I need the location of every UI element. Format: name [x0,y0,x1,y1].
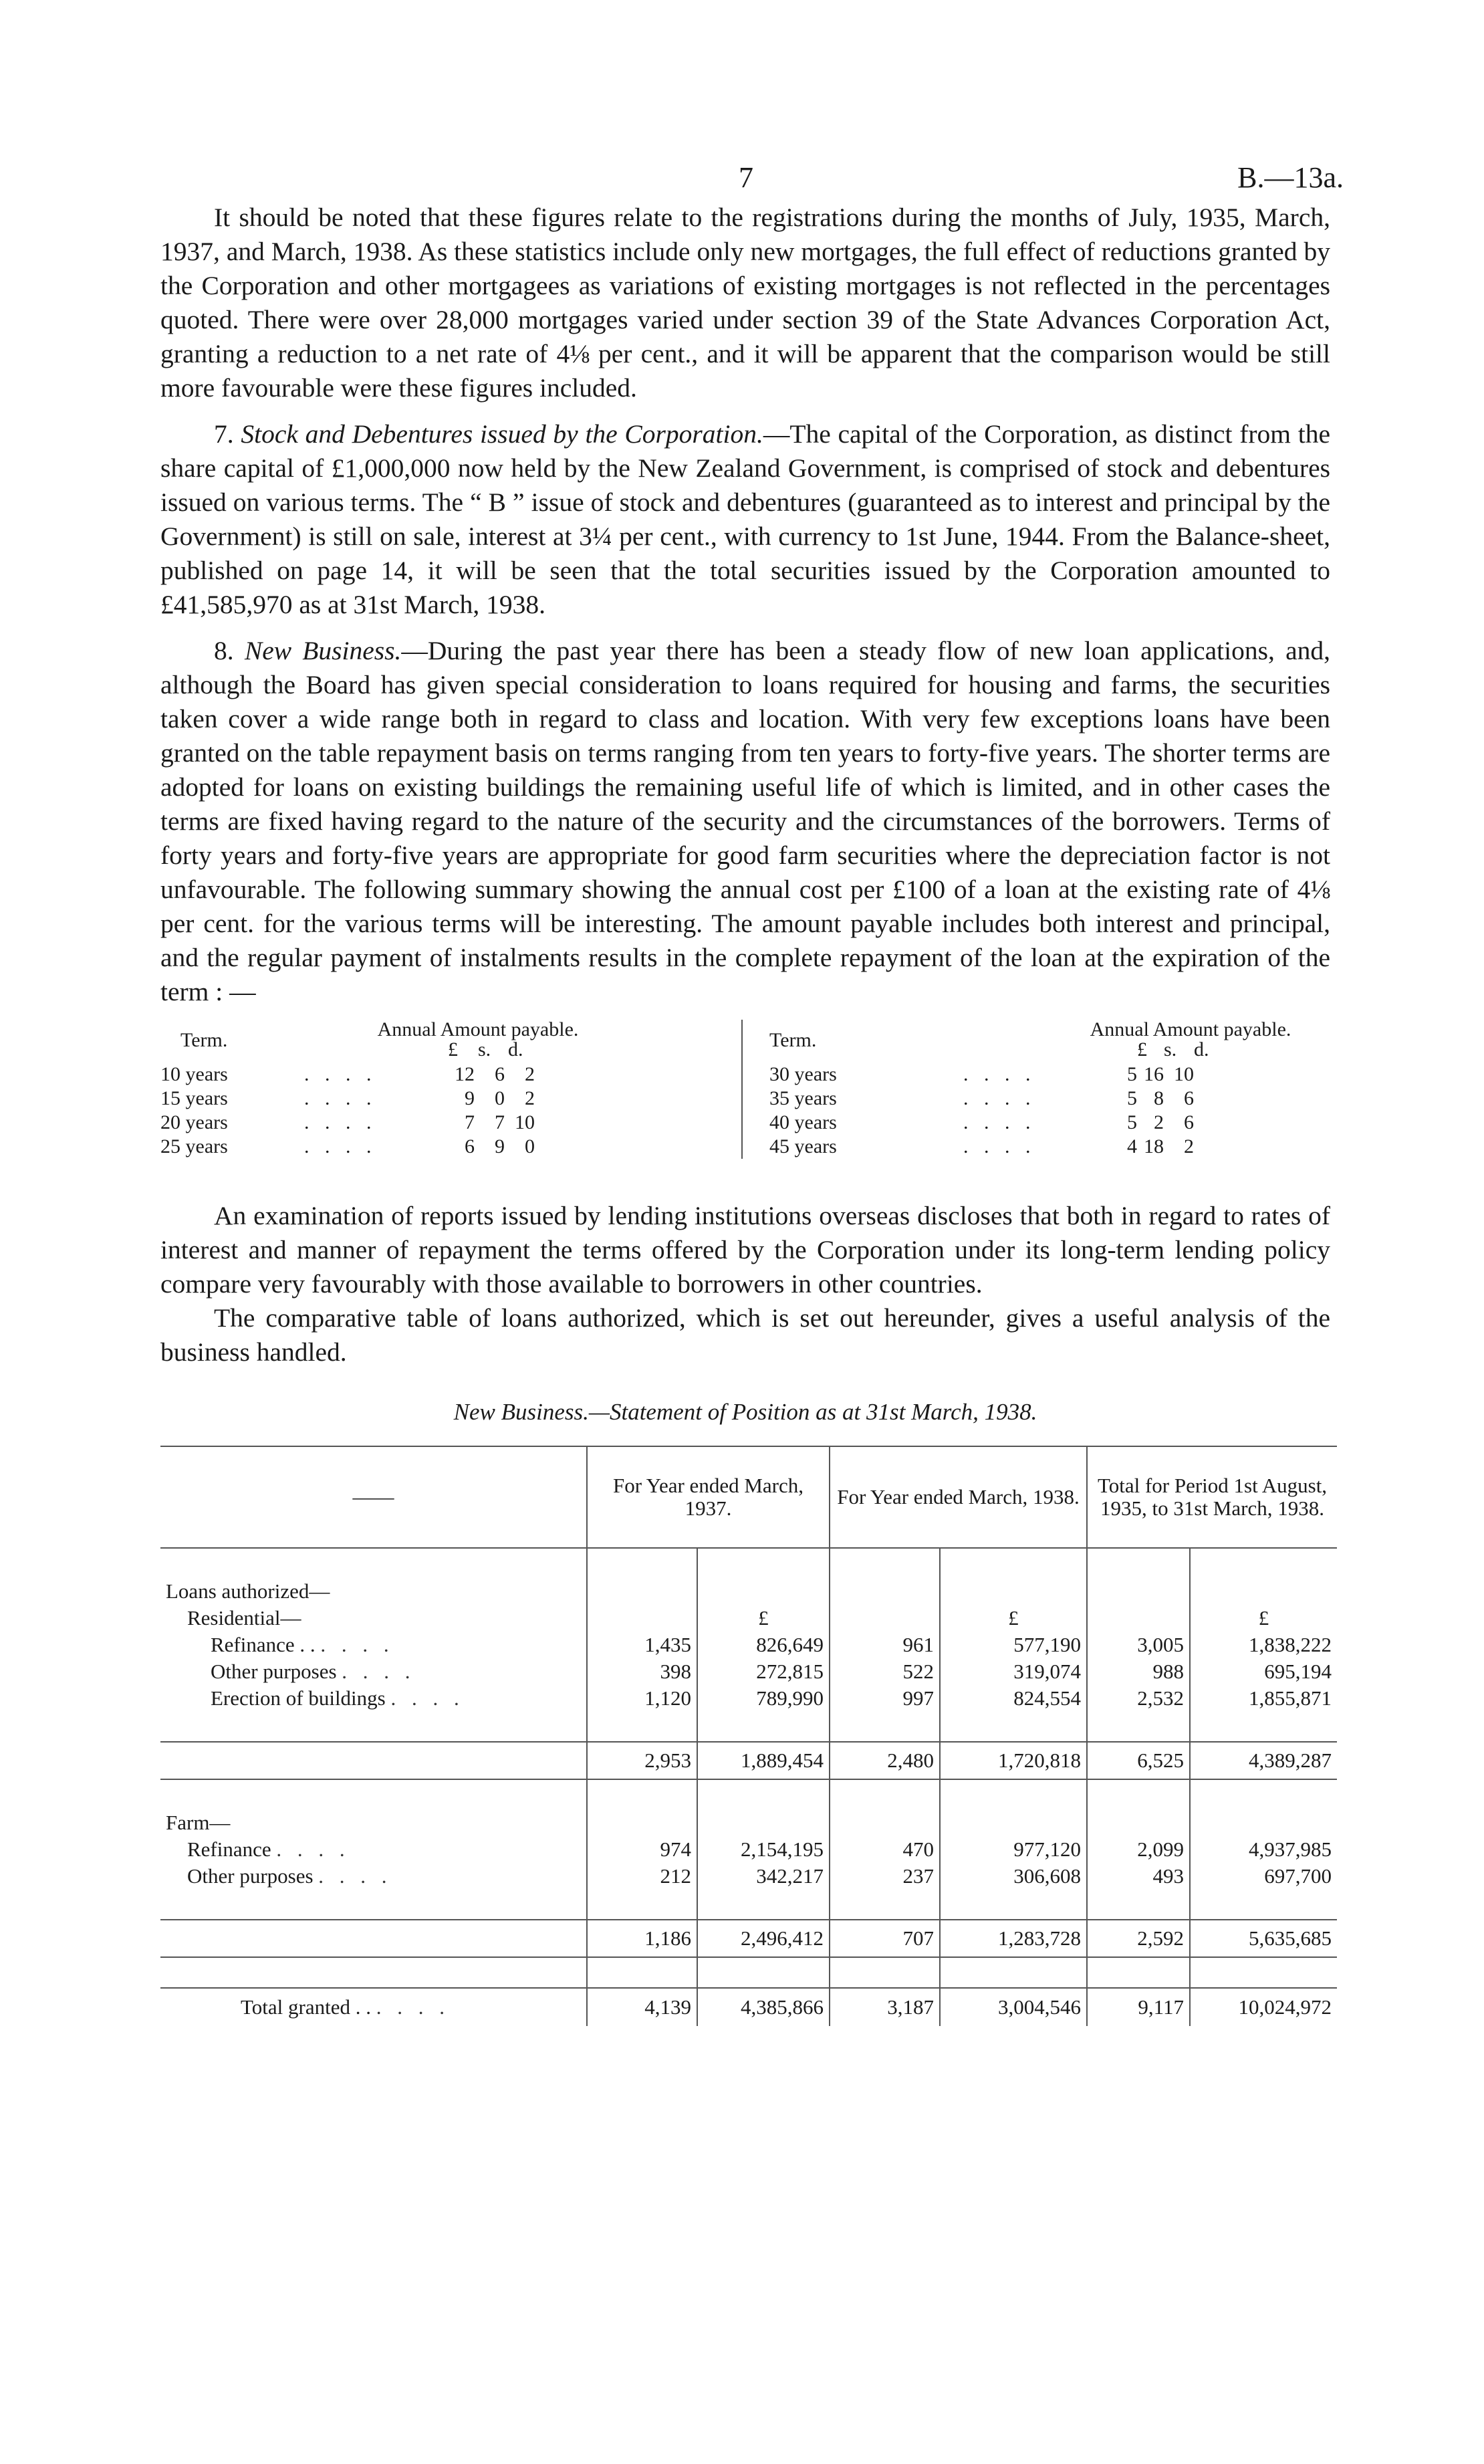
column-header-1937: For Year ended March, 1937. [587,1446,830,1548]
table-row: 25 years . . . . 6 9 0 [160,1135,535,1157]
paragraph-stock-debentures [160,417,1330,622]
pound-unit: £ [697,1605,830,1632]
farm-subtotal-row: 1,186 2,496,412 707 1,283,728 2,592 5,635,685 [160,1920,1337,1957]
section-number: 8. [214,636,245,665]
table-caption: New Business.—Statement of Position as at 31st March, 1938. [453,1399,1037,1425]
paragraph-comparative: The comparative table of loans authorized, which is set out hereunder, gives a useful analysis of the business handled. [160,1303,1330,1367]
table-header-row [160,1446,1337,1548]
section-text: —During the past year there has been a steady flow of new loan applications, and, although the Board has given special consideration to loans required for housing and farms, the securities taken cover a wide range both in regard to class and location. With very few exceptions loans have been granted on the table repayment basis on terms ranging from ten years to forty-five years. The shorter terms are adopted for loans on existing buildings the remaining useful life of which is limited, and in other cases the terms are fixed having regard to the nature of the security and the circumstances of the borrowers. Terms of forty years and forty-five years are appropriate for good farm securities where the depreciation factor is not unfavourable. The following summary showing the annual cost per £100 of a loan at the existing rate of 4⅛ per cent. for the various terms will be interesting. The amount payable includes both interest and principal, and the regular payment of instalments results in the complete repayment of the loan at the expiration of the term : — [160,636,1330,1006]
pound-unit: £ [1190,1605,1337,1632]
unit-shillings: s. [1164,1038,1177,1060]
table-row: Refinance . . . . . . 1,435 826,649 961 577,190 3,005 1,838,222 [160,1632,1337,1658]
table-row [160,1809,1337,1836]
total-granted-row: Total granted . . . . . . 4,139 4,385,866 3,187 3,004,546 9,117 10,024,972 [160,1988,1337,2026]
page-header [160,160,1344,201]
document-page [160,160,1344,2026]
repayment-table-left [160,1020,741,1159]
table-row: Erection of buildings . . . . 1,120 789,990 997 824,554 2,532 1,855,871 [160,1685,1337,1712]
paragraph-registrations: It should be noted that these figures relate to the registrations during the months of July, 1935, March, 1937, and March, 1938. As these statistics include only new mortgages, the full effect of reductions granted by the Corporation and other mortgagees as variations of existing mortgages is not reflected in the percentages quoted. There were over 28,000 mortgages varied under section 39 of the State Advances Corporation Act, granting a reduction to a net rate of 4⅛ per cent., and it will be apparent that the comparison would be still more favourable were these figures included. [160,203,1330,403]
table-row: 20 years . . . . 7 7 10 [160,1111,535,1133]
table-row: Other purposes . . . . 398 272,815 522 319,074 988 695,194 [160,1658,1337,1685]
table-row: 35 years . . . . 5 8 6 [769,1087,1194,1109]
table-row: 45 years . . . . 4 18 2 [769,1135,1194,1157]
table-row: Refinance . . . . 974 2,154,195 470 977,120 2,099 4,937,985 [160,1836,1337,1863]
amount-header: Annual Amount payable. £ s. d. [377,1018,579,1060]
table-row: 10 years . . . . 12 6 2 [160,1063,535,1085]
unit-pounds: £ [448,1038,458,1060]
section-number: 7. [214,419,241,449]
farm-label: Farm— [166,1811,231,1834]
table-row: 30 years . . . . 5 16 10 [769,1063,1194,1085]
section-title: New Business. [244,636,402,665]
column-header-total: Total for Period 1st August, 1935, to 31st March, 1938. [1087,1446,1337,1548]
unit-shillings: s. [478,1038,491,1060]
repayment-table-right [741,1020,1330,1159]
residential-subtotal-row: 2,953 1,889,454 2,480 1,720,818 6,525 4,389,287 [160,1742,1337,1779]
table-row: Other purposes . . . . 212 342,217 237 306,608 493 697,700 [160,1863,1337,1890]
unit-pence: d. [508,1038,523,1060]
term-header: Term. [769,1029,817,1051]
unit-pence: d. [1194,1038,1209,1060]
unit-pounds: £ [1137,1038,1147,1060]
paragraph-new-business [160,634,1330,1009]
term-header: Term. [180,1029,228,1051]
table-row: 15 years . . . . 9 0 2 [160,1087,535,1109]
residential-label: Residential— [187,1606,301,1630]
corner-cell: —— [160,1446,587,1548]
column-header-1938: For Year ended March, 1938. [830,1446,1087,1548]
table-row [160,1605,1337,1632]
repayment-table [160,1020,1330,1159]
page-number: 7 [739,161,753,194]
statement-table [160,1446,1337,2026]
paragraph-overseas: An examination of reports issued by lending institutions overseas discloses that both in regard to rates of interest and manner of repayment the terms offered by the Corporation under its long-term lending policy compare very favourably with those available to borrowers in other countries. [160,1201,1330,1299]
table-row: 40 years . . . . 5 2 6 [769,1111,1194,1133]
table-row [160,1578,1337,1605]
pound-unit: £ [940,1605,1087,1632]
section-text: —The capital of the Corporation, as distinct from the share capital of £1,000,000 now held by the New Zealand Government, is comprised of stock and debentures issued on various terms. The “ B ” issue of stock and debentures (guaranteed as to interest and principal by the Government) is still on sale, interest at 3¼ per cent., with currency to 1st June, 1944. From the Balance-sheet, published on page 14, it will be seen that the total securities issued by the Corporation amounted to £41,585,970 as at 31st March, 1938. [160,419,1331,619]
document-reference: B.—13a. [1237,161,1344,194]
loans-authorized-label: Loans authorized— [166,1579,330,1603]
section-title: Stock and Debentures issued by the Corporation. [241,419,763,449]
amount-header: Annual Amount payable. £ s. d. [1090,1018,1291,1060]
